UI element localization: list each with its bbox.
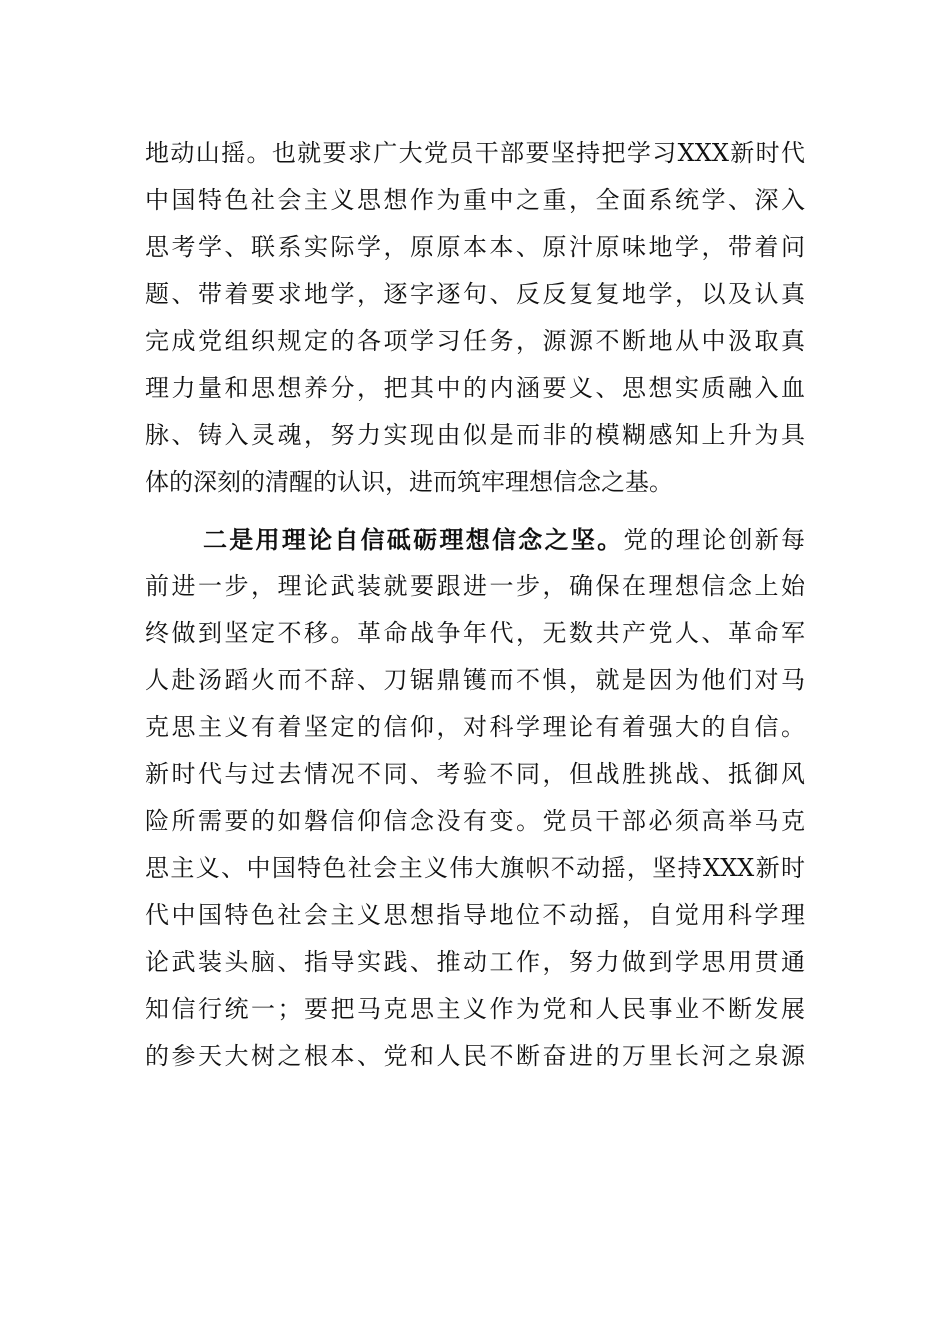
paragraph-gap [145, 506, 805, 516]
paragraph-line: 代中国特色社会主义思想指导地位不动摇，自觉用科学理 [145, 901, 805, 929]
paragraph-line: 知信行统一；要把马克思主义作为党和人民事业不断发展 [145, 995, 805, 1023]
paragraph-line: 前进一步，理论武装就要跟进一步，确保在理想信念上始 [145, 572, 805, 600]
paragraph-line: 人赴汤蹈火而不辞、刀锯鼎镬而不惧，就是因为他们对马 [145, 666, 805, 694]
section-lead-heading: 二是用理论自信砥砺理想信念之坚。 [203, 525, 624, 554]
paragraph-line: 中国特色社会主义思想作为重中之重，全面系统学、深入 [145, 186, 805, 214]
paragraph-first-line [145, 516, 805, 563]
paragraph-line: 险所需要的如磐信仰信念没有变。党员干部必须高举马克 [145, 807, 805, 835]
paragraph-line: 完成党组织规定的各项学习任务，源源不断地从中汲取真 [145, 327, 805, 355]
paragraph-line-rest: 党的理论创新每 [623, 526, 806, 554]
paragraph-line: 新时代与过去情况不同、考验不同，但战胜挑战、抵御风 [145, 760, 805, 788]
paragraph-line: 终做到坚定不移。革命战争年代，无数共产党人、革命军 [145, 619, 805, 647]
paragraph-line: 体的深刻的清醒的认识，进而筑牢理想信念之基。 [145, 468, 673, 496]
paragraph-line: 题、带着要求地学，逐字逐句、反反复复地学，以及认真 [145, 280, 805, 308]
paragraph-line: 思考学、联系实际学，原原本本、原汁原味地学，带着问 [145, 233, 805, 261]
paragraph-line: 地动山摇。也就要求广大党员干部要坚持把学习XXX新时代 [145, 139, 805, 167]
paragraph-1 [145, 130, 805, 506]
paragraph-line: 克思主义有着坚定的信仰，对科学理论有着强大的自信。 [145, 713, 805, 741]
paragraph-line: 思主义、中国特色社会主义伟大旗帜不动摇，坚持XXX新时 [145, 854, 805, 882]
paragraph-line: 理力量和思想养分，把其中的内涵要义、思想实质融入血 [145, 374, 805, 402]
paragraph-2 [145, 516, 805, 1080]
paragraph-line: 的参天大树之根本、党和人民不断奋进的万里长河之泉源 [145, 1042, 805, 1070]
body-text [145, 130, 805, 1080]
paragraph-line: 脉、铸入灵魂，努力实现由似是而非的模糊感知上升为具 [145, 421, 805, 449]
paragraph-line: 论武装头脑、指导实践、推动工作，努力做到学思用贯通 [145, 948, 805, 976]
